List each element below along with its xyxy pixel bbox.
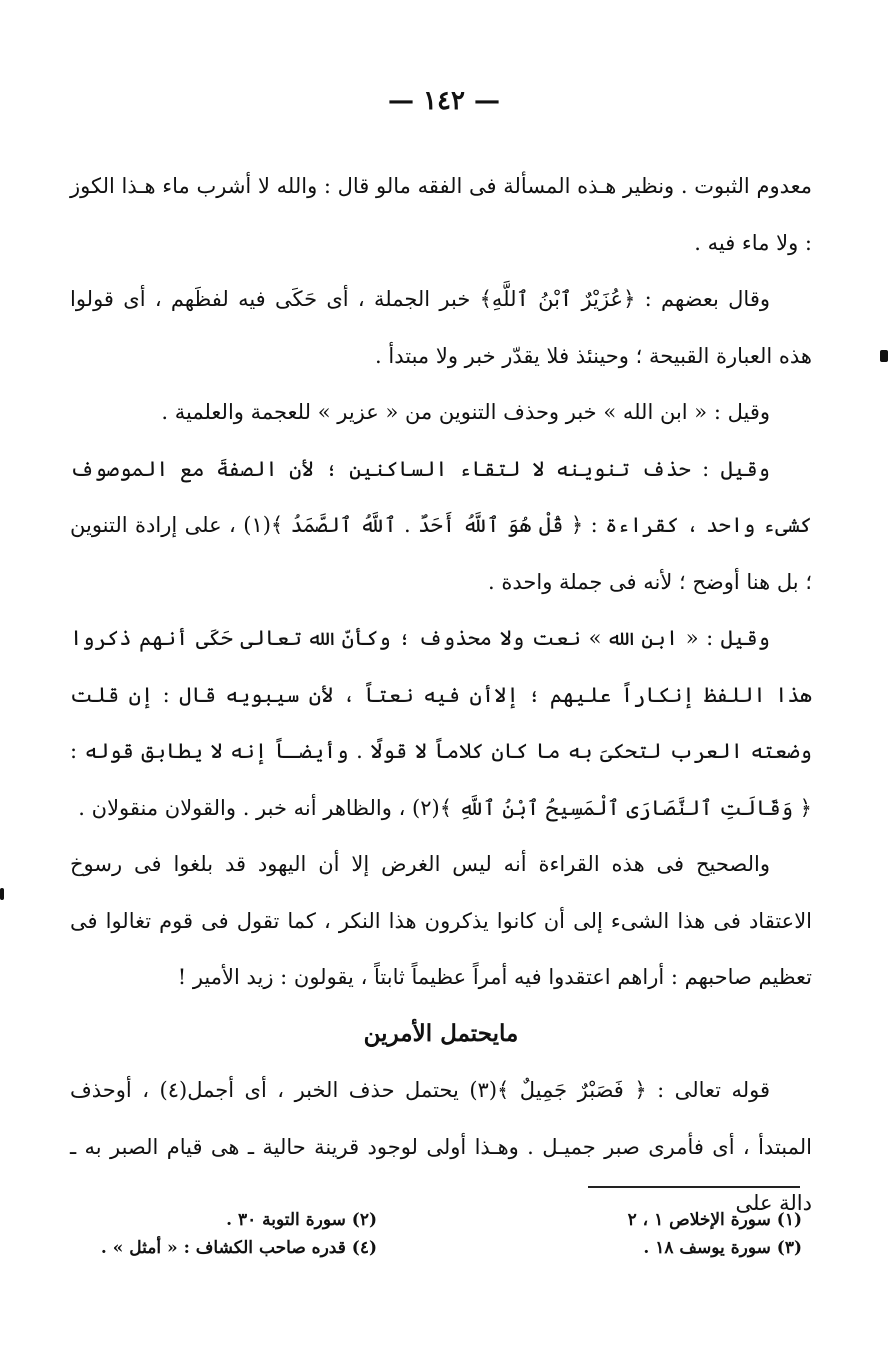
- page-number: — ١٤٢ —: [387, 86, 501, 116]
- footnote-3: (٣) سورة يوسف ١٨ .: [643, 1238, 802, 1258]
- paragraph-3: وقيل : « ابن الله » خبر وحذف التنوين من « عزير » للعجمة والعلمية .: [161, 400, 770, 424]
- footnote-divider: [588, 1186, 800, 1188]
- footnotes-left-column: [101, 1206, 377, 1262]
- footnote-1: (١) سورة الإخلاص ١ ، ٢: [627, 1210, 802, 1230]
- footnotes: [70, 1206, 812, 1276]
- paragraph-1: معدوم الثبوت . ونظير هـذه المسألة فى الفقه مالو قال : والله لا أشرب ماء هـذا الكوز : ولا ماء فيه .: [70, 174, 812, 255]
- footnotes-right-column: [628, 1206, 802, 1262]
- main-text: [70, 158, 812, 1232]
- section-heading: مايحتمل الأمرين: [363, 1019, 519, 1047]
- paragraph-2: وقال بعضهم : ﴿عُزَيْرٌ ٱبْنُ ٱللَّهِ﴾ خبر الجملة ، أى حَكَى فيه لفظَهم ، أى قولوا هذه العبارة القبيحة ؛ وحينئذ فلا يقدّر خبر ولا مبتدأ .: [70, 287, 812, 368]
- paragraph-6: والصحيح فى هذه القراءة أنه ليس الغرض إلا أن اليهود قد بلغوا فى رسوخ الاعتقاد فى هذا الشىء إلى أن كانوا يذكرون هذا النكر ، كما تقول فى قوم تغالوا فى تعظيم صاحبهم : أراهم اعتقدوا فيه أمراً عظيماً ثابتاً ، يقولون : زيد الأمير !: [70, 852, 812, 989]
- footnote-4: (٤) قدره صاحب الكشاف : « أمثل » .: [100, 1238, 377, 1258]
- paragraph-7: قوله تعالى : ﴿ فَصَبْرٌ جَمِيلٌ ﴾(٣) يحتمل حذف الخبر ، أى أجمل(٤) ، أوحذف المبتدأ ، أى فأمرى صبر جميـل . وهـذا أولى لوجود قرينة حالية ـ هى قيام الصبر به ـ دالة على: [70, 1078, 812, 1215]
- scan-margin-mark: [0, 888, 4, 900]
- footnote-2: (٢) سورة التوبة ٣٠ .: [226, 1210, 377, 1230]
- paragraph-5: وقيل : « ابن الله » نعت ولا محذوف ؛ وكأنّ الله تعالى حَكَى أنهم ذكروا هذا اللفظ إنكاراً عليهم ؛ إلاأن فيه نعتاً ، لأن سيبويه قال : إن قلت وضعته العرب لتحكىَ به ما كان كلاماً لا قولًا . وأيضـاً إنه لا يطابق قوله : ﴿ وَقَالَتِ ٱلنَّصَارَى ٱلْمَسِيحُ ٱبْنُ ٱللَّهِ ﴾(٢) ، والظاهر أنه خبر . والقولان منقولان .: [70, 626, 812, 820]
- scan-margin-mark: [880, 350, 888, 362]
- paragraph-4: وقيل : حذف تنوينه لا لتقاء الساكنين ؛ لأن الصفةَ مع الموصوف كشىء واحد ، كقراءة : ﴿ قُلْ هُوَ ٱللَّهُ أَحَدٌ . ٱللَّهُ ٱلصَّمَدُ ﴾(١) ، على إرادة التنوين ؛ بل هنا أوضح ؛ لأنه فى جملة واحدة .: [70, 456, 812, 594]
